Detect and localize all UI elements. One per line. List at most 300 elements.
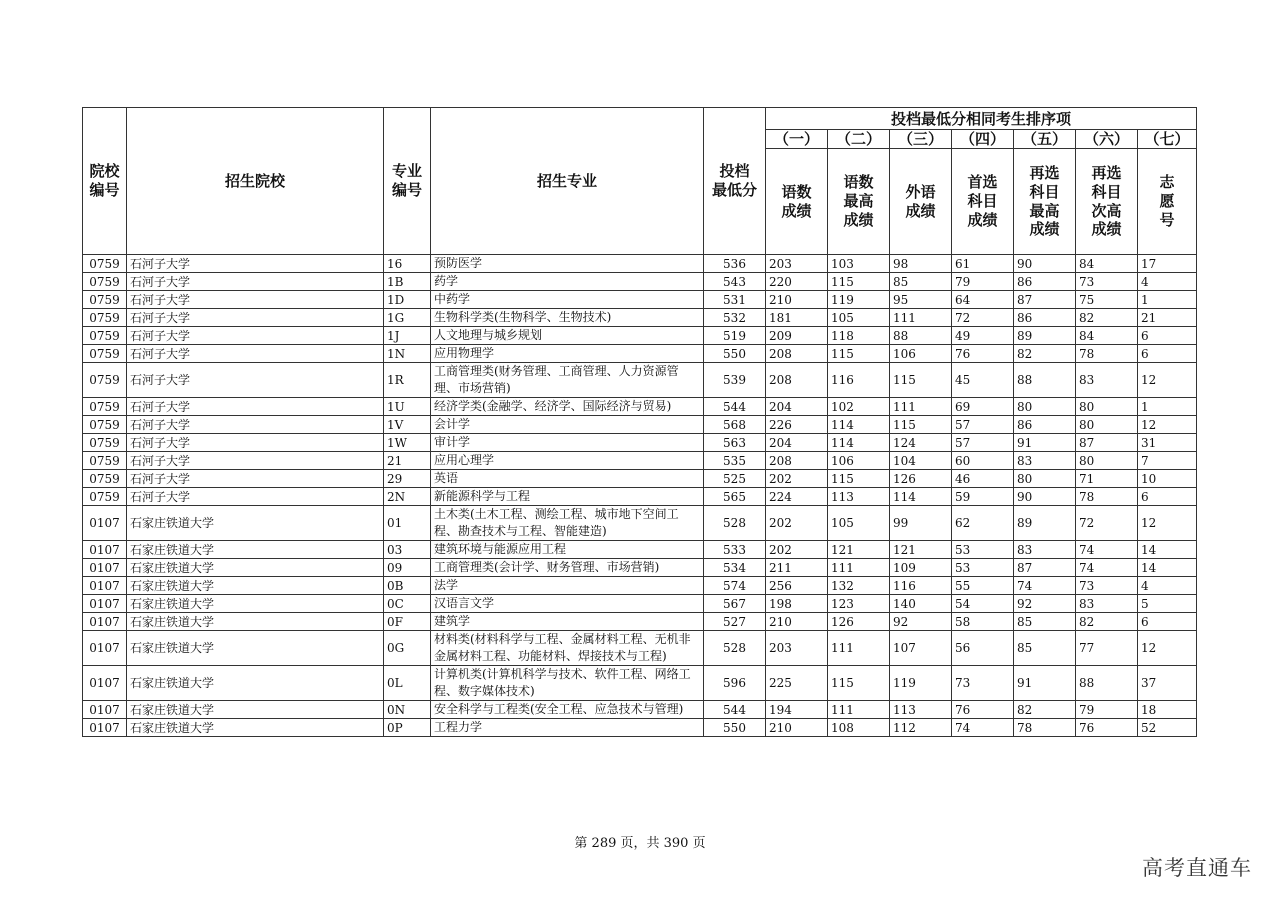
table-row bbox=[83, 506, 1197, 541]
cell-min-score: 532 bbox=[704, 309, 766, 327]
cell-min-score: 565 bbox=[704, 488, 766, 506]
cell-school: 石河子大学 bbox=[127, 345, 384, 363]
cell-tiebreak-5: 83 bbox=[1014, 541, 1076, 559]
cell-tiebreak-2: 111 bbox=[828, 701, 890, 719]
cell-tiebreak-1: 204 bbox=[766, 398, 828, 416]
cell-tiebreak-5: 91 bbox=[1014, 666, 1076, 701]
cell-tiebreak-5: 74 bbox=[1014, 577, 1076, 595]
cell-school: 石家庄铁道大学 bbox=[127, 577, 384, 595]
table-row bbox=[83, 309, 1197, 327]
cell-tiebreak-1: 209 bbox=[766, 327, 828, 345]
table-row bbox=[83, 701, 1197, 719]
cell-major: 工商管理类(财务管理、工商管理、人力资源管理、市场营销) bbox=[431, 363, 704, 398]
cell-major-code: 2N bbox=[384, 488, 431, 506]
cell-min-score: 543 bbox=[704, 273, 766, 291]
cell-tiebreak-6: 80 bbox=[1076, 398, 1138, 416]
cell-tiebreak-6: 83 bbox=[1076, 595, 1138, 613]
cell-major-code: 0N bbox=[384, 701, 431, 719]
cell-tiebreak-1: 181 bbox=[766, 309, 828, 327]
cell-tiebreak-3: 111 bbox=[890, 309, 952, 327]
cell-tiebreak-6: 84 bbox=[1076, 327, 1138, 345]
cell-tiebreak-2: 115 bbox=[828, 666, 890, 701]
cell-tiebreak-6: 73 bbox=[1076, 577, 1138, 595]
cell-tiebreak-7: 6 bbox=[1138, 345, 1197, 363]
table-row bbox=[83, 595, 1197, 613]
cell-school-code: 0759 bbox=[83, 327, 127, 345]
cell-tiebreak-4: 57 bbox=[952, 416, 1014, 434]
cell-tiebreak-2: 102 bbox=[828, 398, 890, 416]
cell-school-code: 0759 bbox=[83, 488, 127, 506]
table-row bbox=[83, 327, 1197, 345]
cell-tiebreak-6: 80 bbox=[1076, 452, 1138, 470]
cell-tiebreak-4: 69 bbox=[952, 398, 1014, 416]
cell-school: 石家庄铁道大学 bbox=[127, 559, 384, 577]
cell-school-code: 0107 bbox=[83, 559, 127, 577]
cell-tiebreak-1: 204 bbox=[766, 434, 828, 452]
cell-tiebreak-1: 256 bbox=[766, 577, 828, 595]
table-row bbox=[83, 613, 1197, 631]
cell-tiebreak-4: 76 bbox=[952, 345, 1014, 363]
cell-tiebreak-3: 106 bbox=[890, 345, 952, 363]
cell-major-code: 1G bbox=[384, 309, 431, 327]
cell-min-score: 550 bbox=[704, 345, 766, 363]
cell-school-code: 0107 bbox=[83, 595, 127, 613]
cell-major: 应用物理学 bbox=[431, 345, 704, 363]
cell-tiebreak-3: 104 bbox=[890, 452, 952, 470]
cell-school-code: 0107 bbox=[83, 541, 127, 559]
cell-school-code: 0759 bbox=[83, 291, 127, 309]
header-tiebreak-label: 语数 最高 成绩 bbox=[828, 149, 890, 255]
cell-school: 石家庄铁道大学 bbox=[127, 541, 384, 559]
cell-tiebreak-1: 226 bbox=[766, 416, 828, 434]
cell-major: 新能源科学与工程 bbox=[431, 488, 704, 506]
cell-school: 石河子大学 bbox=[127, 416, 384, 434]
cell-min-score: 534 bbox=[704, 559, 766, 577]
cell-tiebreak-3: 124 bbox=[890, 434, 952, 452]
cell-tiebreak-3: 119 bbox=[890, 666, 952, 701]
cell-tiebreak-1: 198 bbox=[766, 595, 828, 613]
table-row bbox=[83, 488, 1197, 506]
header-major-code: 专业 编号 bbox=[384, 108, 431, 255]
header-tiebreak-index: （四） bbox=[952, 130, 1014, 149]
header-tiebreak-index: （三） bbox=[890, 130, 952, 149]
cell-min-score: 574 bbox=[704, 577, 766, 595]
cell-school-code: 0107 bbox=[83, 613, 127, 631]
cell-tiebreak-7: 14 bbox=[1138, 541, 1197, 559]
cell-tiebreak-3: 98 bbox=[890, 255, 952, 273]
cell-min-score: 528 bbox=[704, 506, 766, 541]
cell-tiebreak-1: 208 bbox=[766, 345, 828, 363]
cell-tiebreak-7: 12 bbox=[1138, 506, 1197, 541]
cell-school-code: 0759 bbox=[83, 273, 127, 291]
cell-tiebreak-1: 203 bbox=[766, 255, 828, 273]
table-row bbox=[83, 398, 1197, 416]
cell-school-code: 0759 bbox=[83, 470, 127, 488]
cell-tiebreak-3: 88 bbox=[890, 327, 952, 345]
cell-school: 石河子大学 bbox=[127, 398, 384, 416]
cell-school: 石河子大学 bbox=[127, 470, 384, 488]
table-row bbox=[83, 434, 1197, 452]
cell-school: 石河子大学 bbox=[127, 291, 384, 309]
cell-tiebreak-2: 119 bbox=[828, 291, 890, 309]
header-tiebreak-label: 再选 科目 最高 成绩 bbox=[1014, 149, 1076, 255]
cell-school: 石河子大学 bbox=[127, 327, 384, 345]
cell-school-code: 0759 bbox=[83, 255, 127, 273]
cell-tiebreak-7: 12 bbox=[1138, 363, 1197, 398]
cell-tiebreak-4: 74 bbox=[952, 719, 1014, 737]
cell-major-code: 29 bbox=[384, 470, 431, 488]
cell-tiebreak-7: 31 bbox=[1138, 434, 1197, 452]
cell-major-code: 1V bbox=[384, 416, 431, 434]
cell-school-code: 0107 bbox=[83, 666, 127, 701]
cell-tiebreak-2: 115 bbox=[828, 273, 890, 291]
cell-min-score: 525 bbox=[704, 470, 766, 488]
cell-tiebreak-5: 86 bbox=[1014, 273, 1076, 291]
cell-school-code: 0107 bbox=[83, 631, 127, 666]
cell-tiebreak-7: 4 bbox=[1138, 273, 1197, 291]
cell-tiebreak-6: 77 bbox=[1076, 631, 1138, 666]
cell-tiebreak-5: 85 bbox=[1014, 613, 1076, 631]
table-row bbox=[83, 363, 1197, 398]
cell-tiebreak-1: 194 bbox=[766, 701, 828, 719]
cell-tiebreak-4: 76 bbox=[952, 701, 1014, 719]
cell-school-code: 0759 bbox=[83, 452, 127, 470]
cell-tiebreak-2: 103 bbox=[828, 255, 890, 273]
cell-tiebreak-5: 85 bbox=[1014, 631, 1076, 666]
cell-min-score: 567 bbox=[704, 595, 766, 613]
table-row bbox=[83, 719, 1197, 737]
cell-school: 石河子大学 bbox=[127, 309, 384, 327]
cell-tiebreak-4: 72 bbox=[952, 309, 1014, 327]
cell-tiebreak-1: 203 bbox=[766, 631, 828, 666]
cell-tiebreak-5: 86 bbox=[1014, 309, 1076, 327]
table-row bbox=[83, 273, 1197, 291]
cell-major-code: 0F bbox=[384, 613, 431, 631]
cell-tiebreak-6: 75 bbox=[1076, 291, 1138, 309]
table-row bbox=[83, 416, 1197, 434]
cell-major: 计算机类(计算机科学与技术、软件工程、网络工程、数字媒体技术) bbox=[431, 666, 704, 701]
cell-tiebreak-6: 71 bbox=[1076, 470, 1138, 488]
cell-tiebreak-6: 80 bbox=[1076, 416, 1138, 434]
cell-tiebreak-1: 225 bbox=[766, 666, 828, 701]
cell-tiebreak-2: 111 bbox=[828, 631, 890, 666]
cell-tiebreak-6: 76 bbox=[1076, 719, 1138, 737]
cell-tiebreak-7: 7 bbox=[1138, 452, 1197, 470]
header-tiebreak-index: （一） bbox=[766, 130, 828, 149]
cell-major: 安全科学与工程类(安全工程、应急技术与管理) bbox=[431, 701, 704, 719]
cell-tiebreak-5: 80 bbox=[1014, 398, 1076, 416]
cell-min-score: 528 bbox=[704, 631, 766, 666]
cell-major: 建筑环境与能源应用工程 bbox=[431, 541, 704, 559]
cell-school: 石河子大学 bbox=[127, 434, 384, 452]
cell-min-score: 535 bbox=[704, 452, 766, 470]
cell-tiebreak-6: 74 bbox=[1076, 541, 1138, 559]
cell-tiebreak-7: 17 bbox=[1138, 255, 1197, 273]
cell-tiebreak-5: 89 bbox=[1014, 327, 1076, 345]
cell-min-score: 544 bbox=[704, 398, 766, 416]
header-tiebreak-label: 外语 成绩 bbox=[890, 149, 952, 255]
cell-school: 石家庄铁道大学 bbox=[127, 613, 384, 631]
cell-tiebreak-3: 109 bbox=[890, 559, 952, 577]
cell-tiebreak-1: 224 bbox=[766, 488, 828, 506]
cell-tiebreak-6: 78 bbox=[1076, 345, 1138, 363]
cell-tiebreak-6: 84 bbox=[1076, 255, 1138, 273]
cell-major-code: 1B bbox=[384, 273, 431, 291]
cell-tiebreak-3: 116 bbox=[890, 577, 952, 595]
watermark: 高考直通车 bbox=[1142, 856, 1252, 880]
cell-tiebreak-2: 111 bbox=[828, 559, 890, 577]
cell-school-code: 0759 bbox=[83, 398, 127, 416]
cell-school-code: 0107 bbox=[83, 701, 127, 719]
header-tiebreak-label: 再选 科目 次高 成绩 bbox=[1076, 149, 1138, 255]
cell-tiebreak-3: 113 bbox=[890, 701, 952, 719]
cell-tiebreak-4: 57 bbox=[952, 434, 1014, 452]
cell-min-score: 531 bbox=[704, 291, 766, 309]
cell-tiebreak-7: 12 bbox=[1138, 416, 1197, 434]
cell-tiebreak-6: 72 bbox=[1076, 506, 1138, 541]
cell-school: 石河子大学 bbox=[127, 488, 384, 506]
cell-min-score: 519 bbox=[704, 327, 766, 345]
cell-tiebreak-1: 210 bbox=[766, 719, 828, 737]
cell-tiebreak-3: 107 bbox=[890, 631, 952, 666]
header-tiebreak-label: 首选 科目 成绩 bbox=[952, 149, 1014, 255]
cell-tiebreak-2: 118 bbox=[828, 327, 890, 345]
table-row bbox=[83, 666, 1197, 701]
header-tiebreak-label: 志 愿 号 bbox=[1138, 149, 1197, 255]
cell-tiebreak-2: 108 bbox=[828, 719, 890, 737]
cell-tiebreak-1: 220 bbox=[766, 273, 828, 291]
cell-school-code: 0759 bbox=[83, 434, 127, 452]
cell-school-code: 0759 bbox=[83, 416, 127, 434]
cell-min-score: 550 bbox=[704, 719, 766, 737]
cell-major: 工程力学 bbox=[431, 719, 704, 737]
cell-tiebreak-7: 6 bbox=[1138, 613, 1197, 631]
table-row bbox=[83, 577, 1197, 595]
cell-tiebreak-5: 83 bbox=[1014, 452, 1076, 470]
cell-tiebreak-7: 12 bbox=[1138, 631, 1197, 666]
cell-tiebreak-7: 1 bbox=[1138, 291, 1197, 309]
cell-tiebreak-7: 1 bbox=[1138, 398, 1197, 416]
cell-tiebreak-6: 83 bbox=[1076, 363, 1138, 398]
table-row bbox=[83, 255, 1197, 273]
cell-major: 生物科学类(生物科学、生物技术) bbox=[431, 309, 704, 327]
cell-min-score: 544 bbox=[704, 701, 766, 719]
page-number: 第 289 页，共 390 页 bbox=[574, 836, 706, 851]
cell-tiebreak-1: 211 bbox=[766, 559, 828, 577]
cell-major: 药学 bbox=[431, 273, 704, 291]
cell-major: 英语 bbox=[431, 470, 704, 488]
cell-tiebreak-2: 114 bbox=[828, 416, 890, 434]
cell-tiebreak-7: 10 bbox=[1138, 470, 1197, 488]
cell-major-code: 01 bbox=[384, 506, 431, 541]
cell-tiebreak-7: 14 bbox=[1138, 559, 1197, 577]
cell-school: 石家庄铁道大学 bbox=[127, 595, 384, 613]
cell-tiebreak-5: 90 bbox=[1014, 488, 1076, 506]
cell-tiebreak-5: 78 bbox=[1014, 719, 1076, 737]
cell-tiebreak-7: 37 bbox=[1138, 666, 1197, 701]
cell-school: 石河子大学 bbox=[127, 363, 384, 398]
cell-min-score: 568 bbox=[704, 416, 766, 434]
header-tiebreak-index: （二） bbox=[828, 130, 890, 149]
cell-tiebreak-3: 95 bbox=[890, 291, 952, 309]
cell-major: 经济学类(金融学、经济学、国际经济与贸易) bbox=[431, 398, 704, 416]
cell-min-score: 596 bbox=[704, 666, 766, 701]
cell-tiebreak-4: 53 bbox=[952, 541, 1014, 559]
cell-tiebreak-2: 106 bbox=[828, 452, 890, 470]
cell-tiebreak-2: 121 bbox=[828, 541, 890, 559]
cell-tiebreak-2: 116 bbox=[828, 363, 890, 398]
cell-tiebreak-5: 90 bbox=[1014, 255, 1076, 273]
cell-tiebreak-4: 60 bbox=[952, 452, 1014, 470]
cell-tiebreak-7: 52 bbox=[1138, 719, 1197, 737]
cell-major: 法学 bbox=[431, 577, 704, 595]
cell-major-code: 1D bbox=[384, 291, 431, 309]
cell-school: 石河子大学 bbox=[127, 452, 384, 470]
cell-tiebreak-4: 64 bbox=[952, 291, 1014, 309]
table-row bbox=[83, 452, 1197, 470]
cell-tiebreak-4: 59 bbox=[952, 488, 1014, 506]
cell-major: 土木类(土木工程、测绘工程、城市地下空间工程、勘查技术与工程、智能建造) bbox=[431, 506, 704, 541]
cell-tiebreak-5: 80 bbox=[1014, 470, 1076, 488]
cell-tiebreak-4: 73 bbox=[952, 666, 1014, 701]
cell-tiebreak-5: 91 bbox=[1014, 434, 1076, 452]
header-tiebreak-label: 语数 成绩 bbox=[766, 149, 828, 255]
cell-major-code: 1N bbox=[384, 345, 431, 363]
cell-major: 应用心理学 bbox=[431, 452, 704, 470]
cell-tiebreak-1: 210 bbox=[766, 291, 828, 309]
cell-tiebreak-3: 112 bbox=[890, 719, 952, 737]
header-tiebreak-index: （五） bbox=[1014, 130, 1076, 149]
cell-tiebreak-4: 79 bbox=[952, 273, 1014, 291]
table-body bbox=[83, 255, 1197, 737]
cell-major-code: 0L bbox=[384, 666, 431, 701]
cell-school-code: 0107 bbox=[83, 506, 127, 541]
cell-tiebreak-4: 45 bbox=[952, 363, 1014, 398]
cell-tiebreak-3: 85 bbox=[890, 273, 952, 291]
cell-major-code: 16 bbox=[384, 255, 431, 273]
cell-major: 审计学 bbox=[431, 434, 704, 452]
cell-tiebreak-7: 21 bbox=[1138, 309, 1197, 327]
cell-tiebreak-1: 210 bbox=[766, 613, 828, 631]
cell-tiebreak-2: 126 bbox=[828, 613, 890, 631]
cell-tiebreak-1: 202 bbox=[766, 506, 828, 541]
cell-tiebreak-5: 86 bbox=[1014, 416, 1076, 434]
cell-tiebreak-2: 114 bbox=[828, 434, 890, 452]
cell-min-score: 539 bbox=[704, 363, 766, 398]
header-school-code: 院校 编号 bbox=[83, 108, 127, 255]
cell-school: 石家庄铁道大学 bbox=[127, 666, 384, 701]
cell-tiebreak-1: 202 bbox=[766, 470, 828, 488]
header-school: 招生院校 bbox=[127, 108, 384, 255]
cell-major: 中药学 bbox=[431, 291, 704, 309]
cell-major-code: 09 bbox=[384, 559, 431, 577]
cell-major-code: 0B bbox=[384, 577, 431, 595]
cell-tiebreak-4: 56 bbox=[952, 631, 1014, 666]
cell-major: 预防医学 bbox=[431, 255, 704, 273]
cell-school: 石河子大学 bbox=[127, 255, 384, 273]
cell-major: 人文地理与城乡规划 bbox=[431, 327, 704, 345]
cell-major: 会计学 bbox=[431, 416, 704, 434]
cell-tiebreak-4: 53 bbox=[952, 559, 1014, 577]
header-major: 招生专业 bbox=[431, 108, 704, 255]
cell-tiebreak-5: 87 bbox=[1014, 559, 1076, 577]
cell-major: 汉语言文学 bbox=[431, 595, 704, 613]
cell-major-code: 1R bbox=[384, 363, 431, 398]
cell-min-score: 563 bbox=[704, 434, 766, 452]
cell-tiebreak-5: 92 bbox=[1014, 595, 1076, 613]
cell-tiebreak-3: 111 bbox=[890, 398, 952, 416]
cell-school-code: 0107 bbox=[83, 719, 127, 737]
cell-tiebreak-2: 115 bbox=[828, 470, 890, 488]
cell-tiebreak-4: 62 bbox=[952, 506, 1014, 541]
cell-tiebreak-4: 61 bbox=[952, 255, 1014, 273]
cell-major-code: 0C bbox=[384, 595, 431, 613]
cell-tiebreak-3: 99 bbox=[890, 506, 952, 541]
cell-school-code: 0759 bbox=[83, 309, 127, 327]
cell-school: 石家庄铁道大学 bbox=[127, 506, 384, 541]
cell-tiebreak-5: 89 bbox=[1014, 506, 1076, 541]
cell-tiebreak-5: 88 bbox=[1014, 363, 1076, 398]
cell-tiebreak-6: 82 bbox=[1076, 309, 1138, 327]
cell-major-code: 1J bbox=[384, 327, 431, 345]
cell-tiebreak-5: 82 bbox=[1014, 345, 1076, 363]
header-tiebreak-index: （七） bbox=[1138, 130, 1197, 149]
cell-tiebreak-1: 202 bbox=[766, 541, 828, 559]
cell-tiebreak-2: 123 bbox=[828, 595, 890, 613]
cell-min-score: 536 bbox=[704, 255, 766, 273]
cell-school-code: 0759 bbox=[83, 363, 127, 398]
cell-tiebreak-2: 113 bbox=[828, 488, 890, 506]
cell-tiebreak-7: 4 bbox=[1138, 577, 1197, 595]
cell-tiebreak-4: 54 bbox=[952, 595, 1014, 613]
header-tiebreak-index: （六） bbox=[1076, 130, 1138, 149]
cell-tiebreak-1: 208 bbox=[766, 452, 828, 470]
cell-major: 材料类(材料科学与工程、金属材料工程、无机非金属材料工程、功能材料、焊接技术与工程) bbox=[431, 631, 704, 666]
cell-tiebreak-6: 78 bbox=[1076, 488, 1138, 506]
cell-min-score: 533 bbox=[704, 541, 766, 559]
admission-score-table bbox=[82, 107, 1197, 737]
cell-tiebreak-2: 105 bbox=[828, 309, 890, 327]
cell-tiebreak-3: 126 bbox=[890, 470, 952, 488]
cell-tiebreak-2: 115 bbox=[828, 345, 890, 363]
cell-tiebreak-3: 115 bbox=[890, 416, 952, 434]
cell-major: 建筑学 bbox=[431, 613, 704, 631]
table-row bbox=[83, 345, 1197, 363]
cell-school: 石家庄铁道大学 bbox=[127, 631, 384, 666]
cell-tiebreak-6: 74 bbox=[1076, 559, 1138, 577]
cell-tiebreak-4: 55 bbox=[952, 577, 1014, 595]
header-min-score: 投档 最低分 bbox=[704, 108, 766, 255]
cell-major-code: 0P bbox=[384, 719, 431, 737]
cell-tiebreak-3: 140 bbox=[890, 595, 952, 613]
cell-school: 石河子大学 bbox=[127, 273, 384, 291]
table-row bbox=[83, 631, 1197, 666]
cell-tiebreak-3: 114 bbox=[890, 488, 952, 506]
table-row bbox=[83, 470, 1197, 488]
cell-tiebreak-2: 105 bbox=[828, 506, 890, 541]
cell-tiebreak-7: 5 bbox=[1138, 595, 1197, 613]
cell-tiebreak-3: 92 bbox=[890, 613, 952, 631]
cell-tiebreak-7: 18 bbox=[1138, 701, 1197, 719]
cell-major-code: 1W bbox=[384, 434, 431, 452]
cell-tiebreak-4: 46 bbox=[952, 470, 1014, 488]
cell-major-code: 1U bbox=[384, 398, 431, 416]
cell-tiebreak-5: 82 bbox=[1014, 701, 1076, 719]
table-row bbox=[83, 291, 1197, 309]
cell-tiebreak-7: 6 bbox=[1138, 327, 1197, 345]
cell-school: 石家庄铁道大学 bbox=[127, 701, 384, 719]
cell-major: 工商管理类(会计学、财务管理、市场营销) bbox=[431, 559, 704, 577]
